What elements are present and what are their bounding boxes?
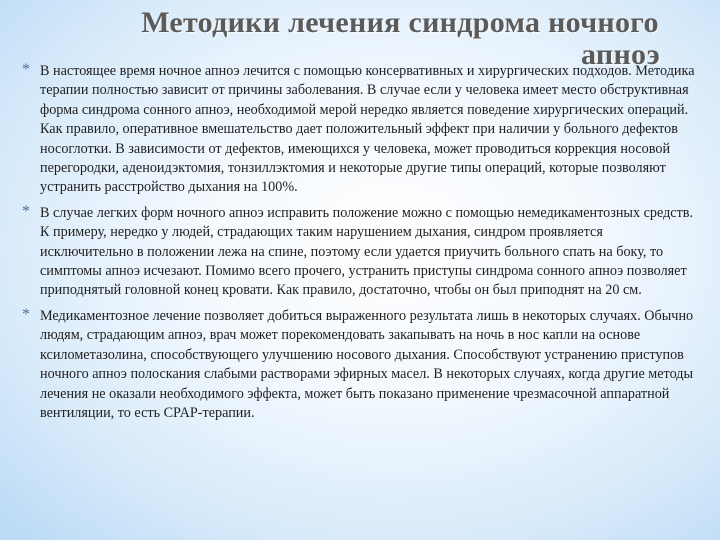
bullet-marker-icon: * [22, 202, 30, 220]
bullet-list [22, 62, 698, 429]
bullet-marker-icon: * [22, 61, 30, 78]
slide-title-line-2: апноэ [580, 38, 660, 71]
slide-title-line-1: Методики лечения синдрома ночного [141, 6, 659, 39]
bullet-item-2 [22, 204, 698, 301]
bullet-item-3 [22, 307, 698, 423]
bullet-marker-icon: * [22, 305, 30, 323]
bullet-text-2: В случае легких форм ночного апноэ исправить положение можно с помощью немедикаментозных средств. К примеру, нередко у людей, страдающих таким нарушением дыхания, синдром проявляется исключительно в положении лежа на спине, поэтому если удается приучить больного спать на боку, то симптомы апноэ исчезают. Помимо всего прочего, устранить приступы синдрома сонного апноэ позволяет приподнятый головной конец кровати. Как правило, достаточно, чтобы он был приподнят на 20 см. [40, 204, 694, 299]
bullet-text-1: В настоящее время ночное апноэ лечится с помощью консервативных и хирургических подходов. Методика терапии полностью зависит от причины заболевания. В случае если у человека имеет место обструктивная форма синдрома сонного апноэ, необходимой мерой нередко является поведение хирургических операций. Как правило, оперативное вмешательство дает положительный эффект при наличии у больного дефектов носоглотки. В зависимости от дефектов, имеющихся у человека, может проводиться коррекция носовой перегородки, аденоидэктомия, тонзиллэктомия и некоторые другие типы операций, которые позволяют устранить расстройство дыхания на 100%. [40, 63, 695, 196]
bullet-item-1 [22, 62, 698, 198]
bullet-text-3: Медикаментозное лечение позволяет добиться выраженного результата лишь в некоторых случаях. Обычно людям, страдающим апноэ, врач может порекомендовать закапывать на ночь в нос капли на основе ксилометазолина, способствующего улучшению носового дыхания. Способствуют устранению приступов ночного апноэ полоскания слабыми растворами эфирных масел. В некоторых случаях, когда другие методы лечения не оказали необходимого эффекта, может быть показано применение чрезмасочной аппаратной вентиляции, то есть CPAP-терапии. [40, 307, 694, 421]
